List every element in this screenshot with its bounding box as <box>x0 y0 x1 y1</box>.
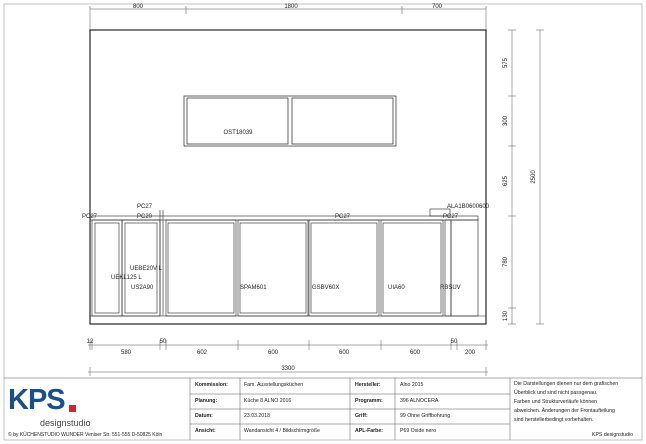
logo-subtitle: designstudio <box>40 418 91 428</box>
bottom-dim-7: 600 <box>409 350 421 356</box>
note-line-5: sind herstellerbedingt vorbehalten. <box>514 417 594 423</box>
label-uebe: UEBE20V L <box>130 266 163 272</box>
label-us2a: US2A90 <box>131 285 154 291</box>
label-pc20: PC20 <box>137 214 153 220</box>
title-block <box>0 378 646 444</box>
label-pc27-left: PC27 <box>82 214 98 220</box>
label-rbsuv: RBSUV <box>440 285 461 291</box>
wall-outline <box>90 30 486 324</box>
right-dimension <box>508 30 544 324</box>
bottom-dim-4: 602 <box>196 350 208 356</box>
apl-label: APL-Farbe: <box>355 428 383 434</box>
hersteller-value: Alno 2015 <box>400 382 424 388</box>
note-line-2: Überblick und sind nicht passgenau. <box>514 390 598 396</box>
right-dim-3: 625 <box>503 175 509 187</box>
bottom-dim-5: 600 <box>267 350 279 356</box>
label-pc27-center: PC27 <box>335 214 351 220</box>
label-pc27-top: PC27 <box>137 204 153 210</box>
right-dim-2: 300 <box>503 115 509 127</box>
ansicht-value: Wandansicht 4 / Bildschirmgröße <box>244 428 320 434</box>
right-dim-1: 575 <box>503 57 509 69</box>
total-height-dim: 2500 <box>531 170 537 184</box>
ansicht-label: Ansicht: <box>195 428 216 434</box>
footer-brand: KPS designstudio <box>592 432 633 438</box>
datum-label: Datum: <box>195 413 213 419</box>
hersteller-label: Hersteller: <box>355 382 381 388</box>
note-line-4: abweichen. Änderungen der Frontaufteilung <box>514 408 615 414</box>
bottom-dim-6: 600 <box>338 350 350 356</box>
label-gsbv: GSBV60X <box>312 285 340 291</box>
right-dim-5: 130 <box>503 310 509 322</box>
bottom-dim-8: 50 <box>450 339 458 345</box>
total-width-dim: 3300 <box>281 366 295 372</box>
label-wall-unit: OST18039 <box>223 130 253 136</box>
note-line-3: Farben und Strukturverläufe können <box>514 399 598 405</box>
label-uia: UIA60 <box>388 285 405 291</box>
planung-label: Planung: <box>195 398 218 404</box>
copyright-text: © by KÜCHENSTUDIO WUNDER Veniser Str. 551-555 D-50825 Köln <box>8 432 163 438</box>
apl-value: P69 Oxide nero <box>400 428 437 434</box>
datum-value: 23.03.2018 <box>244 413 270 419</box>
planung-value: Küche 8 ALNO 2016 <box>244 398 292 404</box>
kommission-label: Kommission: <box>195 382 228 388</box>
label-pc27-right: PC27 <box>443 214 459 220</box>
note-line-1: Die Darstellungen dienen nur dem grafischen <box>514 381 619 387</box>
kps-logo: KPS <box>8 384 65 416</box>
top-dim-1: 800 <box>132 4 144 10</box>
bottom-dim-1: 12 <box>86 339 94 345</box>
label-spam: SPAM601 <box>240 285 267 291</box>
bottom-dim-9: 200 <box>464 350 476 356</box>
label-ala: ALA1B0600600 <box>447 204 490 210</box>
programm-value: 396 ALNOCERA <box>400 398 439 404</box>
bottom-dim-2: 580 <box>120 350 132 356</box>
griff-label: Griff: <box>355 413 368 419</box>
right-dim-4: 780 <box>503 256 509 268</box>
top-dim-2: 1800 <box>284 4 298 10</box>
programm-label: Programm: <box>355 398 383 404</box>
label-uekl: UEKL125 L <box>111 275 142 281</box>
griff-value: 99 Ohne Griffbohrung <box>400 413 451 419</box>
bottom-dim-3: 50 <box>159 339 167 345</box>
logo-red-dot <box>69 405 76 412</box>
kommission-value: Fam. Ausstellungsküchen <box>244 382 304 388</box>
top-dim-3: 700 <box>431 4 443 10</box>
